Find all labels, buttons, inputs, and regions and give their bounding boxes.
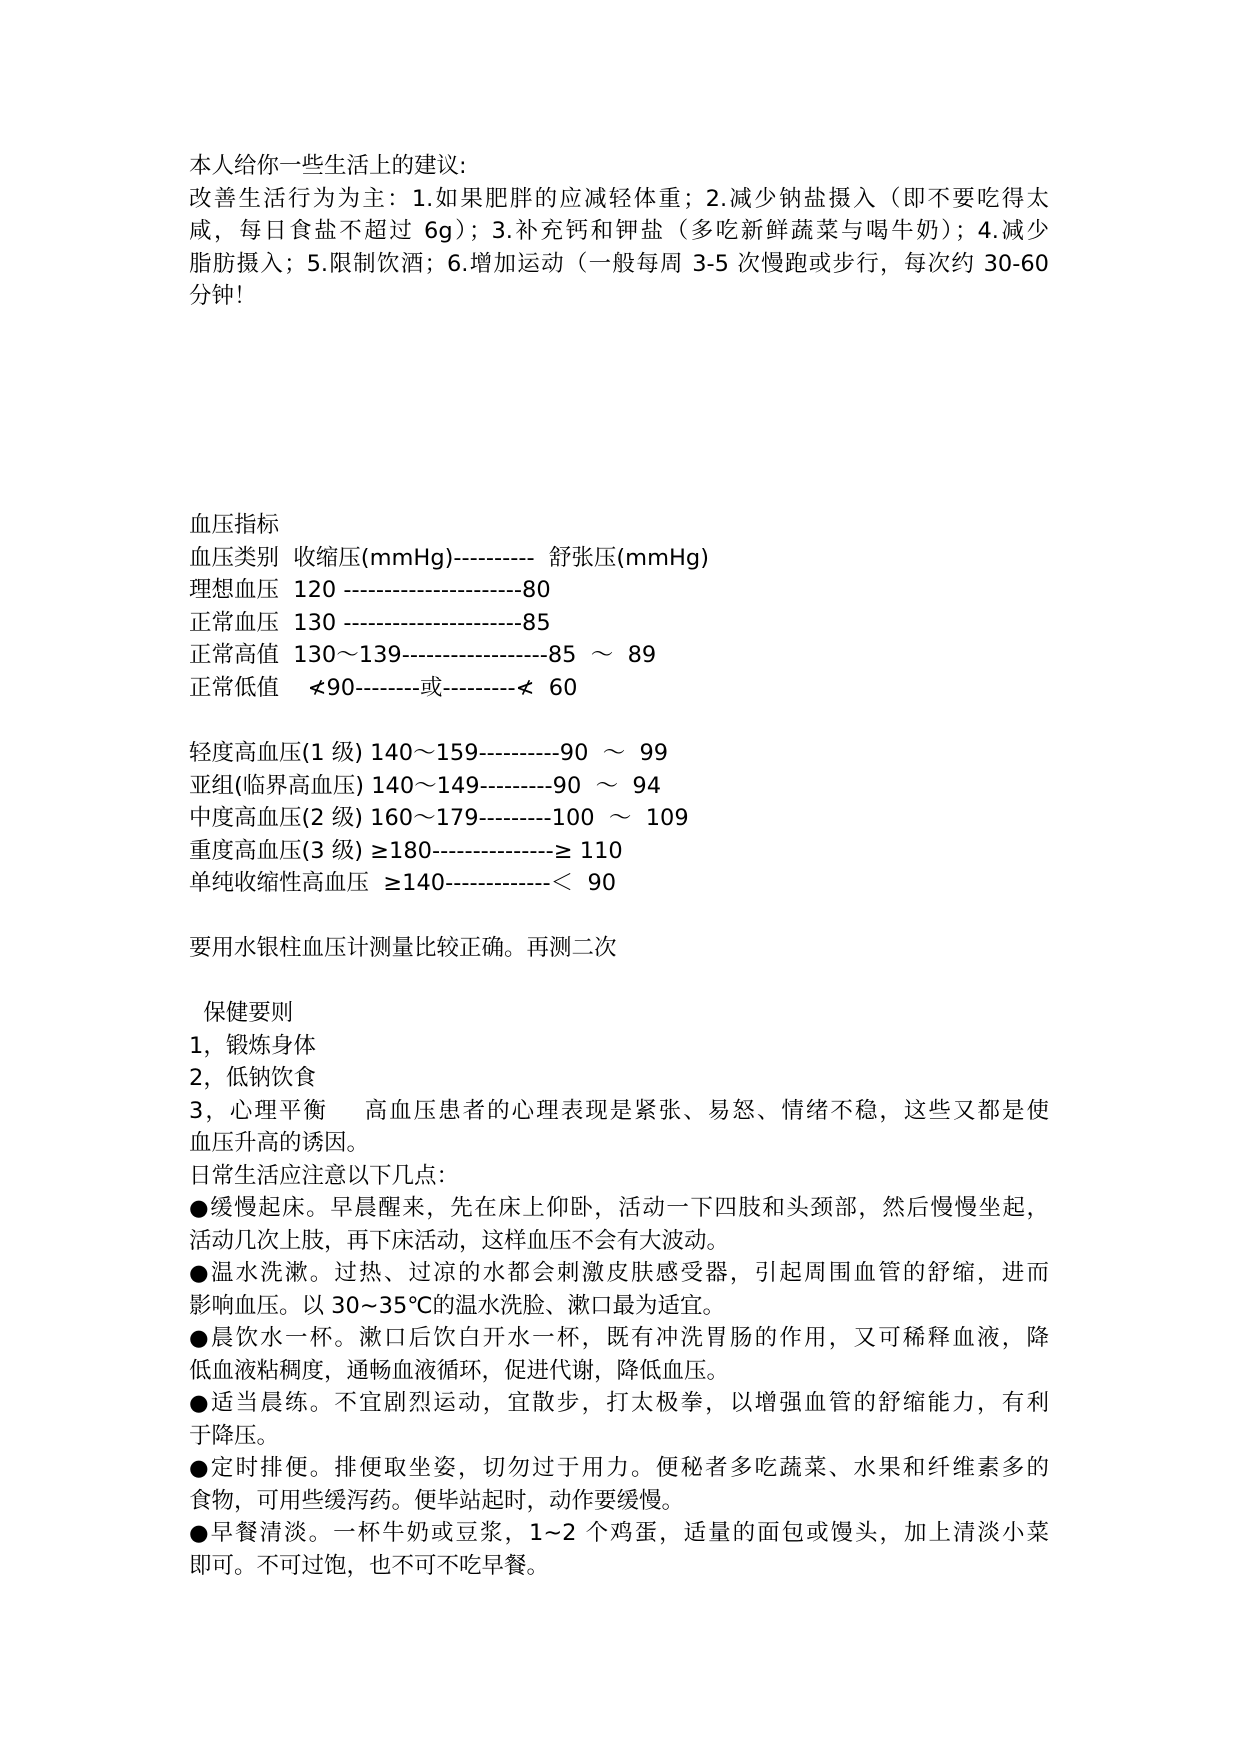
health-item: 低血液粘稠度，通畅血液循环，促进代谢，降低血压。 — [189, 1357, 730, 1384]
intro-line: 分钟！ — [189, 283, 257, 309]
measurement-note — [189, 932, 1049, 965]
bp-row: 正常高值 130～139------------------85 ～ 89 — [189, 642, 657, 668]
bp-table-section — [189, 509, 1049, 704]
bp-row: 正常低值 ≮90--------或---------≮ 60 — [189, 674, 578, 701]
health-item: 血压升高的诱因。 — [189, 1130, 370, 1156]
health-item: ●温水洗漱。过热、过凉的水都会刺激皮肤感受器，引起周围血管的舒缩，进而 — [189, 1260, 1049, 1286]
bp-row: 重度高血压(3 级) ≥180---------------≥ 110 — [189, 837, 623, 864]
health-item: 食物，可用些缓泻药。便毕站起时，动作要缓慢。 — [189, 1487, 685, 1514]
bp-row: 理想血压 120 ----------------------80 — [189, 577, 551, 603]
health-item: 于降压。 — [189, 1422, 280, 1449]
intro-line: 脂肪摄入；5.限制饮酒；6.增加运动（一般每周 3-5 次慢跑或步行，每次约 30-60 — [189, 250, 1049, 277]
bp-heading: 血压指标 — [189, 512, 280, 538]
intro-section — [189, 150, 1049, 313]
health-item: ●适当晨练。不宜剧烈运动，宜散步，打太极拳，以增强血管的舒缩能力，有利 — [189, 1390, 1049, 1416]
health-item: 2，低钠饮食 — [189, 1065, 316, 1091]
health-item: 日常生活应注意以下几点： — [189, 1162, 460, 1189]
bp-row: 亚组(临界高血压) 140～149---------90 ～ 94 — [189, 772, 662, 799]
bp-hypertension-section — [189, 737, 1049, 900]
intro-line: 咸，每日食盐不超过 6g）；3.补充钙和钾盐（多吃新鲜蔬菜与喝牛奶）；4.减少 — [189, 218, 1049, 244]
health-item: ●晨饮水一杯。漱口后饮白开水一杯，既有冲洗胃肠的作用，又可稀释血液，降 — [189, 1325, 1049, 1351]
intro-line: 改善生活行为为主：1.如果肥胖的应减轻体重；2.减少钠盐摄入（即不要吃得太 — [189, 185, 1049, 212]
health-item: ●早餐清淡。一杯牛奶或豆浆，1~2 个鸡蛋，适量的面包或馒头，加上清淡小菜 — [189, 1520, 1049, 1546]
health-item: 3，心理平衡 高血压患者的心理表现是紧张、易怒、情绪不稳，这些又都是使 — [189, 1097, 1049, 1124]
bp-row: 轻度高血压(1 级) 140～159----------90 ～ 99 — [189, 740, 669, 766]
health-heading: 保健要则 — [189, 1000, 294, 1026]
health-section — [189, 997, 1049, 1582]
health-item: ●定时排便。排便取坐姿，切勿过于用力。便秘者多吃蔬菜、水果和纤维素多的 — [189, 1455, 1049, 1481]
health-item: ●缓慢起床。早晨醒来，先在床上仰卧，活动一下四肢和头颈部，然后慢慢坐起， — [189, 1195, 1049, 1221]
bp-row: 单纯收缩性高血压 ≥140-------------＜ 90 — [189, 870, 617, 896]
intro-title: 本人给你一些生活上的建议: — [189, 153, 467, 179]
health-item: 即可。不可过饱，也不可不吃早餐。 — [189, 1552, 550, 1579]
health-item: 影响血压。以 30~35℃的温水洗脸、漱口最为适宜。 — [189, 1292, 726, 1319]
bp-header-row: 血压类别 收缩压(mmHg)---------- 舒张压(mmHg) — [189, 544, 709, 571]
bp-row: 正常血压 130 ----------------------85 — [189, 609, 551, 636]
note-text: 要用水银柱血压计测量比较正确。再测二次 — [189, 935, 617, 961]
bp-row: 中度高血压(2 级) 160～179---------100 ～ 109 — [189, 805, 689, 831]
health-item: 1，锻炼身体 — [189, 1032, 316, 1059]
health-item: 活动几次上肢，再下床活动，这样血压不会有大波动。 — [189, 1227, 730, 1254]
